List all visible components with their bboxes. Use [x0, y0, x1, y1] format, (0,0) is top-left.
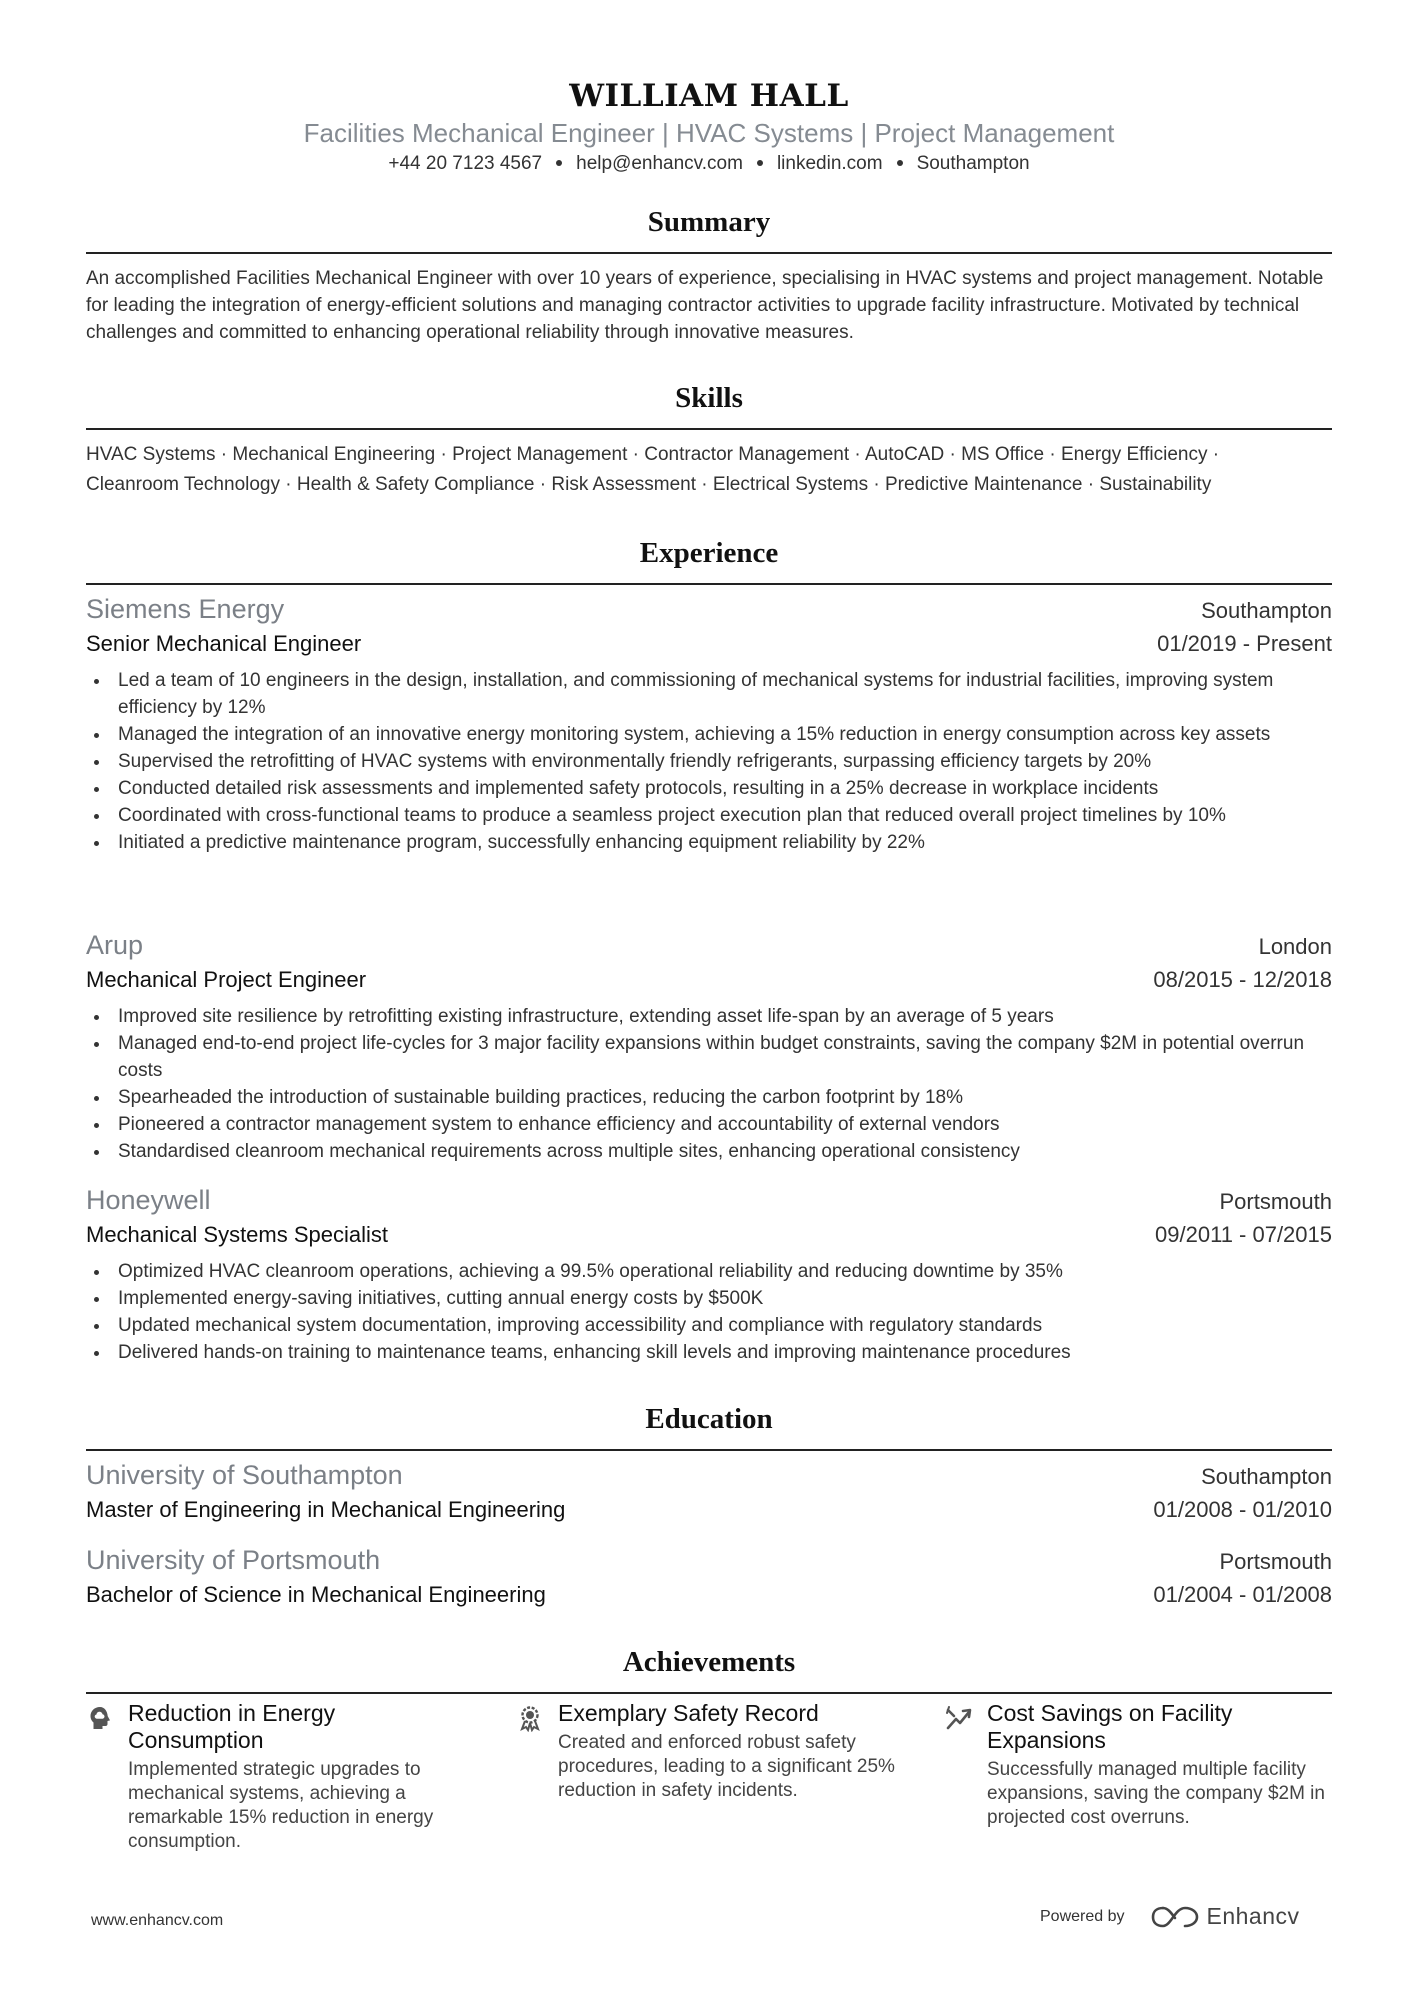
school-name: University of Portsmouth	[86, 1545, 381, 1575]
job-bullets	[86, 667, 1332, 856]
section-divider	[86, 428, 1332, 430]
summary-heading: Summary	[647, 206, 771, 238]
list-item: Spearheaded the introduction of sustainable building practices, reducing the carbon footprint by 18%	[86, 1084, 1332, 1111]
achievement-title: Cost Savings on Facility Expansions	[987, 1700, 1233, 1753]
list-item: Coordinated with cross-functional teams to produce a seamless project execution plan that reduced overall project timelines by 10%	[86, 802, 1332, 829]
job-title: Senior Mechanical Engineer	[86, 631, 362, 656]
experience-heading: Experience	[639, 537, 779, 569]
achievements-heading: Achievements	[622, 1646, 796, 1678]
powered-by	[1040, 1903, 1300, 1930]
section-divider	[86, 583, 1332, 585]
achievement-description: Implemented strategic upgrades to mechanical systems, achieving a remarkable 15% reduction in energy consumption.	[128, 1759, 434, 1852]
candidate-name: WILLIAM HALL	[569, 78, 849, 114]
job-header	[86, 594, 1332, 625]
list-item: Pioneered a contractor management system to enhance efficiency and accountability of external vendors	[86, 1111, 1332, 1138]
linkedin-link[interactable]: linkedin.com	[776, 153, 883, 174]
bullet-separator	[897, 160, 903, 166]
achievement-title: Reduction in Energy Consumption	[128, 1700, 336, 1753]
phone: +44 20 7123 4567	[388, 153, 543, 174]
award-medal-icon	[516, 1704, 544, 1732]
skills-list	[86, 440, 1332, 500]
list-item: Optimized HVAC cleanroom operations, achieving a 99.5% operational reliability and reducing downtime by 35%	[86, 1258, 1332, 1285]
job-bullets	[86, 1003, 1332, 1165]
achievement-item	[86, 1700, 466, 1854]
list-item: Managed the integration of an innovative energy monitoring system, achieving a 15% reduction in energy consumption across key assets	[86, 721, 1332, 748]
education-dates: 01/2004 - 01/2008	[1153, 1582, 1332, 1607]
job-header	[86, 1185, 1332, 1216]
job-header	[86, 930, 1332, 961]
job-title: Mechanical Project Engineer	[86, 967, 367, 992]
achievement-title: Exemplary Safety Record	[558, 1700, 819, 1726]
bullet-separator	[757, 160, 763, 166]
list-item: Initiated a predictive maintenance program, successfully enhancing equipment reliability by 22%	[86, 829, 1332, 856]
summary-text: An accomplished Facilities Mechanical Engineer with over 10 years of experience, specialising in HVAC systems and project management. Notable for leading the integration of energy-efficient solutions and managing contractor activities to upgrade facility infrastructure. Motivated by technical challenges and committed to enhancing operational reliability through innovative measures.	[86, 268, 1324, 343]
skills-heading: Skills	[675, 382, 743, 414]
brain-head-icon	[86, 1704, 114, 1732]
job-location: Southampton	[1201, 598, 1332, 623]
job-bullets	[86, 1258, 1332, 1366]
list-item: Managed end-to-end project life-cycles for 3 major facility expansions within budget constraints, saving the company $2M in potential overrun costs	[86, 1030, 1332, 1084]
brand-name: Enhancv	[1206, 1903, 1300, 1929]
school-name: University of Southampton	[86, 1460, 403, 1490]
powered-by-label: Powered by	[1040, 1907, 1125, 1925]
degree: Bachelor of Science in Mechanical Engineering	[86, 1582, 546, 1607]
job-location: Portsmouth	[1219, 1189, 1332, 1214]
trend-arrows-icon	[945, 1704, 973, 1732]
list-item: Delivered hands-on training to maintenance teams, enhancing skill levels and improving maintenance procedures	[86, 1339, 1332, 1366]
school-location: Southampton	[1201, 1464, 1332, 1489]
list-item: Conducted detailed risk assessments and implemented safety protocols, resulting in a 25% decrease in workplace incidents	[86, 775, 1332, 802]
list-item: Led a team of 10 engineers in the design, installation, and commissioning of mechanical systems for industrial facilities, improving system efficiency by 12%	[86, 667, 1332, 721]
candidate-headline: Facilities Mechanical Engineer | HVAC Systems | Project Management	[303, 118, 1115, 148]
company-name: Siemens Energy	[86, 594, 285, 624]
section-divider	[86, 1692, 1332, 1694]
website-link[interactable]: www.enhancv.com	[91, 1912, 224, 1929]
job-subheader	[86, 967, 1332, 993]
email-link[interactable]: help@enhancv.com	[576, 153, 743, 174]
section-divider	[86, 252, 1332, 254]
achievement-description: Successfully managed multiple facility expansions, saving the company $2M in projected cost overruns.	[987, 1759, 1325, 1828]
achievement-item	[516, 1700, 896, 1803]
education-header	[86, 1460, 1332, 1491]
education-heading: Education	[645, 1403, 773, 1435]
school-location: Portsmouth	[1219, 1549, 1332, 1574]
list-item: Standardised cleanroom mechanical requirements across multiple sites, enhancing operational consistency	[86, 1138, 1332, 1165]
location: Southampton	[916, 153, 1030, 174]
education-dates: 01/2008 - 01/2010	[1153, 1497, 1332, 1522]
section-divider	[86, 1449, 1332, 1451]
bullet-separator	[556, 160, 562, 166]
achievement-item	[945, 1700, 1325, 1830]
company-name: Honeywell	[86, 1185, 211, 1215]
list-item: Supervised the retrofitting of HVAC systems with environmentally friendly refrigerants, surpassing efficiency targets by 20%	[86, 748, 1332, 775]
list-item: Implemented energy-saving initiatives, cutting annual energy costs by $500K	[86, 1285, 1332, 1312]
job-subheader	[86, 631, 1332, 657]
achievement-description: Created and enforced robust safety procedures, leading to a significant 25% reduction in safety incidents.	[558, 1732, 895, 1801]
job-title: Mechanical Systems Specialist	[86, 1222, 389, 1247]
enhancv-logo-icon	[1151, 1904, 1199, 1930]
job-location: London	[1258, 934, 1332, 959]
list-item: Improved site resilience by retrofitting existing infrastructure, extending asset life-span by an average of 5 years	[86, 1003, 1332, 1030]
degree: Master of Engineering in Mechanical Engineering	[86, 1497, 566, 1522]
education-header	[86, 1545, 1332, 1576]
contact-line	[86, 153, 1332, 175]
job-dates: 09/2011 - 07/2015	[1155, 1222, 1332, 1247]
skills-line: Cleanroom Technology · Health & Safety Compliance · Risk Assessment · Electrical Systems · Predictive Maintenance · Sustainability	[86, 474, 1212, 495]
company-name: Arup	[86, 930, 144, 960]
job-dates: 01/2019 - Present	[1157, 631, 1332, 656]
list-item: Updated mechanical system documentation, improving accessibility and compliance with regulatory standards	[86, 1312, 1332, 1339]
education-subheader	[86, 1582, 1332, 1608]
education-subheader	[86, 1497, 1332, 1523]
skills-line: HVAC Systems · Mechanical Engineering · Project Management · Contractor Management · AutoCAD · MS Office · Energy Efficiency ·	[86, 444, 1220, 465]
job-dates: 08/2015 - 12/2018	[1153, 967, 1332, 992]
job-subheader	[86, 1222, 1332, 1248]
